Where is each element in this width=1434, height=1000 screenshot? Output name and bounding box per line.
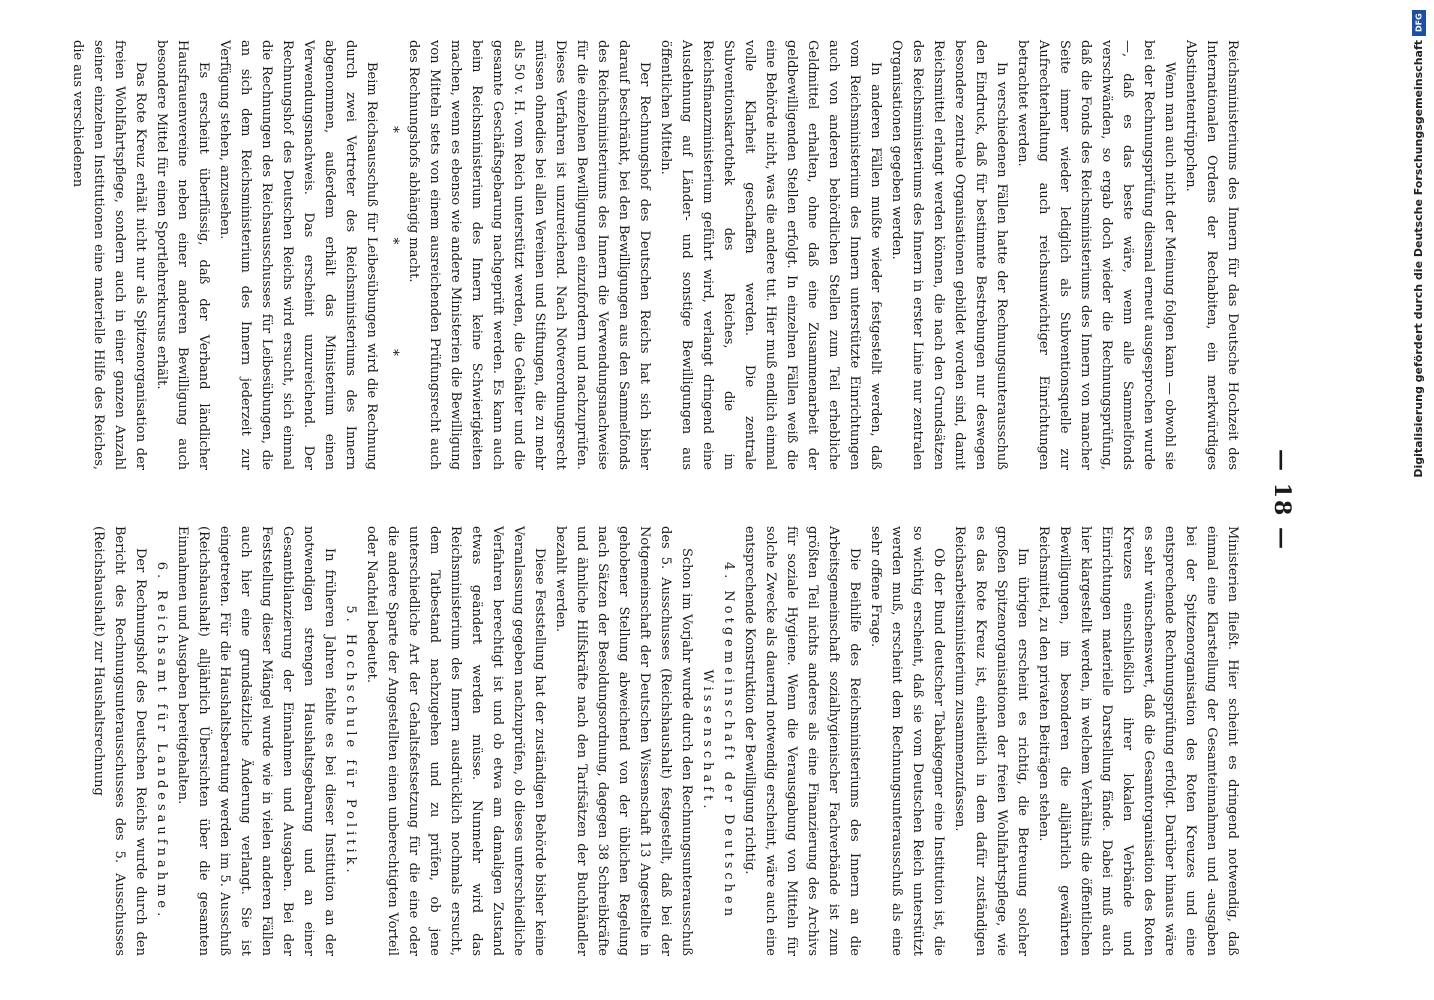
section-separator: * * * — [385, 126, 401, 406]
paragraph: Wenn man auch nicht der Meinung folgen kann — obwohl sie bei der Rechnungsprüfung diesmal erneut ausgesprochen wurde —, daß es das beste wäre, wenn alle Sammelfonds verschwänden, so ergab doch wieder die Rechnungsprüfung, daß die Fonds des Reichsministeriums des Innern von mancher Seite immer wieder lediglich als Subventionsquelle zur Aufrechterhaltung auch reichsunwichtiger Einrichtungen betrachtet werden. — [1015, 40, 1177, 470]
paragraph: Der Rechnungshof des Deutschen Reichs wurde durch den Bericht des Rechnungsunterausschusses des 5. Ausschusses (Reichshaushalt) zur Haushaltsrechnung — [91, 526, 148, 956]
scanned-page — [70, 40, 1295, 960]
paragraph: Ministerien fließt. Hier scheint es dringend notwendig, daß einmal eine Klarstellung der Gesamteinnahmen und -ausgaben bei der Spitzenorganisation des Roten Kreuzes und eine entsprechende Rechnungsprüfung erfolgt. Darüber hinaus wäre es sehr wünschenswert, daß die Gesamtorganisation des Roten Kreuzes einschließlich ihrer lokalen Verbände und Einrichtungen materielle Darstellung fände. Dabei muß auch hier klargestellt werden, in welchem Verhältnis die öffentlichen Bewilligungen, im besonderen die alljährlich gewährten Reichsmittel, zu den privaten Beiträgen stehen. — [1036, 526, 1240, 956]
section-heading: 5. Hochschule für Politik. — [343, 605, 358, 877]
paragraph: In früheren Jahren fehlte es bei dieser Institution an der notwendigen strengen Haushaltsgebarung und an einer Gesamtbilanzierung der Einnahmen und Ausgaben. Bei der Feststellung dieser Mängel wurde wie in vielen anderen Fällen auch hier eine grundsätzliche Änderung verlangt. Sie ist eingetreten. Für die Haushaltsberatung werden im 5. Ausschuß (Reichshaushalt) alljährlich Übersichten über die gesamten Einnahmen und Ausgaben bereitgehalten. — [175, 526, 337, 956]
section-heading: 6. Reichsamt für Landesaufnahme. — [154, 561, 169, 921]
paragraph: Ob der Bund deutscher Tabakgegner eine Institution ist, die so wichtig erscheint, daß sie vom Deutschen Reich unterstützt werden muß, erscheint dem Rechnungsunterausschuß als eine sehr offene Frage. — [868, 526, 946, 956]
page-number: — 18 — — [1269, 449, 1295, 551]
left-text-column — [70, 40, 1243, 470]
dfg-logo-icon: DFG — [1412, 10, 1426, 36]
paragraph: In verschiedenen Fällen hatte der Rechnungsunterausschuß den Eindruck, daß für bestimmte Bestrebungen nur deswegen besondere zentrale Organisationen gebildet worden sind, damit Reichsmittel erlangt werden können, die nach den Grundsätzen des Reichsministeriums des Innern in erster Linie nur zentralen Organisationen gegeben werden. — [889, 40, 1009, 470]
paragraph: Das Rote Kreuz erhält nicht nur als Spitzenorganisation der freien Wohlfahrtspflege, sondern auch in einer ganzen Anzahl seiner einzelnen Institutionen eine materielle Hilfe des Reiches, die aus verschiedenen — [70, 40, 148, 470]
paragraph: Reichsministeriums des Innern für das Deutsche Hochzeit des Internationalen Ordens der Rechabiten, ein merkwürdiges Abstinententrüppchen. — [1183, 40, 1240, 470]
digitization-sidebar — [1400, 0, 1434, 1000]
paragraph: In anderen Fällen mußte wieder festgestellt werden, daß vom Reichsministerium des Innern unterstützte Einrichtungen auch von anderen behördlichen Stellen zum Teil erhebliche Geldmittel erhalten, ohne daß eine Zusammenarbeit der geldbewilligenden Stellen erfolgt. In einzelnen Fällen weiß die eine Behörde nicht, was die andere tut. Hier muß endlich einmal volle Klarheit geschaffen werden. Die zentrale Subventionskartothek des Reiches, die im Reichsfinanzministerium geführt wird, verlangt dringend eine Ausdehnung auf Länder- und sonstige Bewilligungen aus öffentlichen Mitteln. — [658, 40, 883, 470]
paragraph: Diese Feststellung hat der zuständigen Behörde bisher keine Veranlassung gegeben nachzuprüfen, ob dieses unterschiedliche Verfahren berechtigt ist und ob etwa am damaligen Zustand etwas geändert werden müsse. Nunmehr wird das Reichsministerium des Innern ausdrücklich nochmals ersucht, dem Tatbestand nachzugehen und zu prüfen, ob jene unterschiedliche Art der Gehaltsfestsetzung für die eine oder die andere Sparte der Angestellten einen unberechtigten Vorteil oder Nachteil bedeutet. — [364, 526, 547, 956]
paragraph: Der Rechnungshof des Deutschen Reichs hat sich bisher darauf beschränkt, bei den Bewilligungen aus den Sammelfonds des Reichsministeriums des Innern die Verwendungsnachweise für die einzelnen Bewilligungen einzufordern und nachzuprüfen. Dieses Verfahren ist unzureichend. Nach Notverordnungsrecht müssen ohnedies bei allen Vereinen und Stiftungen, die zu mehr als 50 v. H. vom Reich unterstützt werden, die Gehälter und die gesamte Geschäftsgebarung nachgeprüft werden. Es kann auch beim Reichsministerium des Innern keine Schwierigkeiten machen, wenn es ebenso wie andere Ministerien die Bewilligung von Mitteln stets von einem ausreichenden Prüfungsrecht auch des Rechnungshofs abhängig macht. — [406, 40, 652, 470]
digitization-credit: Digitalisierung gefördert durch die Deutsche Forschungsgemeinschaft — [1412, 40, 1425, 478]
paragraph: Es erscheint überflüssig, daß der Verband ländlicher Hausfrauenvereine neben einer anderen Bewilligung auch besondere Mittel für einen Sportlehrerkursus erhält. — [154, 40, 211, 470]
paragraph: Die Beihilfe des Reichsministeriums des Innern an die Arbeitsgemeinschaft sozialhygienischer Fachverbände ist zum größten Teil nichts anderes als eine Finanzierung des Archivs für soziale Hygiene. Wenn die Verausgabung von Mitteln für solche Zwecke als dauernd notwendig erscheint, wäre auch eine entsprechende Konstruktion der Bewilligung richtig. — [742, 526, 862, 956]
paragraph: Schon im Vorjahr wurde durch den Rechnungsunterausschuß des 5. Ausschusses (Reichshaushalt) festgestellt, daß bei der Notgemeinschaft der Deutschen Wissenschaft 13 Angestellte in gehobener Stellung abweichend von der üblichen Regelung nach Sätzen der Besoldungsordnung, dagegen 38 Schreibkräfte und ähnliche Hilfskräfte nach den Tarifsätzen der Buchhändler bezahlt werden. — [553, 526, 694, 956]
paragraph: Beim Reichsausschuß für Leibesübungen wird die Rechnung durch zwei Vertreter des Reichsministeriums des Innern abgenommen, außerdem erhält das Ministerium einen Verwendungsnachweis. Das erscheint unzureichend. Der Rechnungshof des Deutschen Reichs wird ersucht, sich einmal die Rechnungen des Reichsausschusses für Leibesübungen, die an sich dem Reichsministerium des Innern jederzeit zur Verfügung stehen, anzusehen. — [217, 40, 379, 470]
section-heading: 4. Notgemeinschaft der Deutschen Wissenschaft. — [700, 561, 736, 921]
paragraph: Im übrigen erscheint es richtig, die Betreuung solcher großen Spitzenorganisationen der freien Wohlfahrtspflege, wie es das Rote Kreuz ist, einheitlich in dem dafür zuständigen Reichsarbeitsministerium zusammenzufassen. — [952, 526, 1030, 956]
right-text-column — [91, 526, 1243, 956]
